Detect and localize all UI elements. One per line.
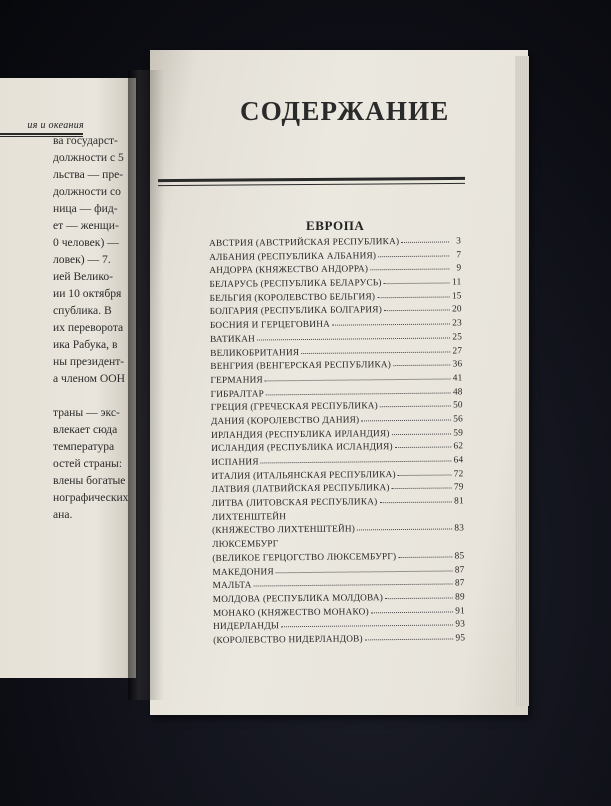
toc-page-number: 11 bbox=[452, 277, 462, 288]
body-text-line: остей страны: bbox=[53, 457, 123, 470]
toc-entry bbox=[213, 632, 465, 648]
toc-page-number: 7 bbox=[456, 250, 462, 261]
toc-entry-title: (КОРОЛЕВСТВО НИДЕРЛАНДОВ) bbox=[213, 634, 363, 646]
toc-entry-title: АНДОРРА (КНЯЖЕСТВО АНДОРРА) bbox=[209, 264, 369, 277]
body-text-line: ика Рабука, в bbox=[53, 338, 118, 351]
toc-leader-dots bbox=[370, 263, 449, 271]
toc-entry-title: ЛЮКСЕМБУРГ bbox=[212, 539, 279, 551]
toc-entry-title: ВАТИКАН bbox=[210, 334, 256, 345]
toc-page-number: 87 bbox=[454, 564, 465, 575]
toc-page-number: 27 bbox=[452, 345, 463, 356]
body-text-line: влены богатые bbox=[53, 474, 126, 487]
body-text-line: ана. bbox=[53, 508, 73, 521]
toc-leader-dots bbox=[385, 591, 453, 599]
body-text-line: льства — пре- bbox=[53, 168, 124, 181]
running-head: ия и океания bbox=[27, 120, 84, 131]
body-text-line: влекает сюда bbox=[53, 423, 118, 436]
book-spine-shadow bbox=[128, 70, 164, 700]
toc-leader-dots bbox=[395, 441, 451, 449]
toc-entry-title: БЕЛАРУСЬ (РЕСПУБЛИКА БЕЛАРУСЬ) bbox=[209, 278, 382, 291]
toc-page-number: 83 bbox=[454, 523, 465, 534]
toc-page-number: 36 bbox=[452, 359, 463, 370]
toc-leader-dots bbox=[379, 496, 451, 504]
toc-entry-title: ИТАЛИЯ (ИТАЛЬЯНСКАЯ РЕСПУБЛИКА) bbox=[211, 469, 396, 482]
toc-entry-title: ЛИХТЕНШТЕЙН bbox=[211, 511, 287, 523]
toc-page-number: 79 bbox=[453, 482, 464, 493]
toc-page-number: 89 bbox=[455, 592, 465, 603]
toc-page-number: 81 bbox=[454, 496, 464, 507]
toc-leader-dots bbox=[265, 372, 451, 381]
toc-entry-title: БОЛГАРИЯ (РЕСПУБЛИКА БОЛГАРИЯ) bbox=[209, 305, 383, 318]
toc-entry-title: АЛБАНИЯ (РЕСПУБЛИКА АЛБАНИЯ) bbox=[209, 250, 377, 263]
toc-page-number: 41 bbox=[452, 373, 463, 384]
body-text-line: траны — экс- bbox=[53, 406, 120, 419]
toc-entry-title: МАЛЬТА bbox=[212, 580, 252, 592]
toc-page-number: 72 bbox=[453, 469, 464, 480]
body-text-line: должности с 5 bbox=[53, 151, 124, 164]
toc-leader-dots bbox=[377, 290, 450, 298]
body-text-line: 0 человек) — bbox=[53, 236, 119, 249]
toc-leader-dots bbox=[257, 331, 450, 340]
toc-leader-dots bbox=[357, 523, 452, 531]
toc-page-number: 15 bbox=[451, 291, 462, 302]
toc-entry-title: ИРЛАНДИЯ (РЕСПУБЛИКА ИРЛАНДИЯ) bbox=[211, 428, 390, 441]
toc-page-number: 95 bbox=[455, 633, 466, 644]
toc-entry-title: ИСЛАНДИЯ (РЕСПУБЛИКА ИСЛАНДИЯ) bbox=[211, 442, 393, 455]
toc-leader-dots bbox=[398, 468, 452, 476]
toc-page-number: 20 bbox=[452, 304, 462, 315]
body-text-line: температура bbox=[53, 440, 115, 453]
toc-leader-dots bbox=[401, 235, 449, 242]
page-edges bbox=[515, 56, 529, 706]
toc-leader-dots bbox=[392, 482, 452, 490]
body-text-line: ловек) — 7. bbox=[53, 253, 111, 266]
toc-entry-title: ВЕЛИКОБРИТАНИЯ bbox=[210, 347, 300, 359]
toc-entry-title: (ВЕЛИКОЕ ГЕРЦОГСТВО ЛЮКСЕМБУРГ) bbox=[212, 551, 397, 564]
toc-entry-title: ЛАТВИЯ (ЛАТВИЙСКАЯ РЕСПУБЛИКА) bbox=[211, 483, 390, 496]
body-text-line: ница — фид- bbox=[53, 202, 118, 215]
body-text-line: а членом ООН bbox=[53, 372, 125, 385]
body-text-line: спублика. В bbox=[53, 304, 112, 317]
body-text-line: их переворота bbox=[53, 321, 124, 334]
toc-entry-title: БЕЛЬГИЯ (КОРОЛЕВСТВО БЕЛЬГИЯ) bbox=[209, 292, 376, 304]
body-text-line: ией Велико- bbox=[53, 270, 114, 283]
toc-leader-dots bbox=[393, 359, 450, 367]
toc-leader-dots bbox=[365, 632, 453, 640]
toc-leader-dots bbox=[361, 413, 451, 421]
toc-page-number: 87 bbox=[454, 578, 465, 589]
body-text-line: ет — женщи- bbox=[53, 219, 119, 232]
toc-leader-dots bbox=[276, 564, 453, 573]
page-title: СОДЕРЖАНИЕ bbox=[240, 96, 450, 126]
body-text-line: должности со bbox=[53, 185, 121, 198]
toc-entry-title: ВЕНГРИЯ (ВЕНГЕРСКАЯ РЕСПУБЛИКА) bbox=[210, 360, 392, 373]
toc-entry-title: ГИБРАЛТАР bbox=[210, 388, 265, 400]
toc-leader-dots bbox=[371, 605, 453, 613]
left-book-page bbox=[0, 78, 136, 678]
toc-leader-dots bbox=[384, 304, 450, 312]
toc-leader-dots bbox=[380, 400, 451, 408]
body-text-line: ны президент- bbox=[53, 355, 125, 368]
toc-leader-dots bbox=[254, 578, 453, 587]
toc-page-number: 56 bbox=[453, 414, 463, 425]
toc-page-number: 50 bbox=[453, 400, 463, 411]
toc-leader-dots bbox=[384, 277, 450, 285]
toc-page-number: 23 bbox=[452, 318, 462, 329]
toc-entry-title: ГРЕЦИЯ (ГРЕЧЕСКАЯ РЕСПУБЛИКА) bbox=[210, 401, 378, 414]
toc-page-number: 3 bbox=[456, 236, 462, 247]
table-of-contents bbox=[209, 235, 465, 648]
toc-entry-title: МАКЕДОНИЯ bbox=[212, 566, 274, 578]
toc-entry-title: НИДЕРЛАНДЫ bbox=[213, 621, 280, 633]
toc-entry-title: БОСНИЯ И ГЕРЦЕГОВИНА bbox=[209, 319, 331, 332]
toc-entry-title: АВСТРИЯ (АВСТРИЙСКАЯ РЕСПУБЛИКА) bbox=[209, 237, 400, 249]
toc-leader-dots bbox=[281, 619, 453, 628]
body-text-line: ва государст- bbox=[53, 134, 118, 147]
body-text-line: ии 10 октября bbox=[53, 287, 122, 300]
toc-leader-dots bbox=[392, 427, 451, 435]
toc-entry-title: (КНЯЖЕСТВО ЛИХТЕНШТЕЙН) bbox=[212, 524, 356, 537]
section-heading: ЕВРОПА bbox=[306, 218, 365, 233]
toc-page-number: 91 bbox=[455, 605, 465, 617]
toc-leader-dots bbox=[398, 550, 452, 558]
toc-page-number: 48 bbox=[452, 386, 463, 398]
toc-page-number: 59 bbox=[453, 427, 464, 439]
toc-page-number: 64 bbox=[453, 455, 464, 466]
toc-entry-title: МОНАКО (КНЯЖЕСТВО МОНАКО) bbox=[212, 606, 369, 619]
toc-entry-title: ДАНИЯ (КОРОЛЕВСТВО ДАНИЯ) bbox=[210, 415, 360, 427]
toc-page-number: 85 bbox=[454, 551, 465, 562]
toc-page-number: 9 bbox=[456, 263, 462, 274]
toc-leader-dots bbox=[266, 386, 451, 395]
toc-leader-dots bbox=[261, 454, 452, 463]
toc-page-number: 62 bbox=[453, 441, 464, 452]
toc-entry-title: МОЛДОВА (РЕСПУБЛИКА МОЛДОВА) bbox=[212, 593, 384, 605]
toc-entry-title: ЛИТВА (ЛИТОВСКАЯ РЕСПУБЛИКА) bbox=[211, 497, 378, 510]
toc-entry-title: ИСПАНИЯ bbox=[211, 457, 259, 468]
toc-page-number: 93 bbox=[455, 619, 466, 630]
toc-leader-dots bbox=[332, 318, 450, 326]
body-text-line: нографических bbox=[53, 491, 129, 504]
toc-leader-dots bbox=[378, 249, 449, 257]
toc-page-number: 25 bbox=[452, 332, 463, 343]
toc-leader-dots bbox=[301, 345, 450, 354]
toc-entry-title: ГЕРМАНИЯ bbox=[210, 375, 263, 386]
